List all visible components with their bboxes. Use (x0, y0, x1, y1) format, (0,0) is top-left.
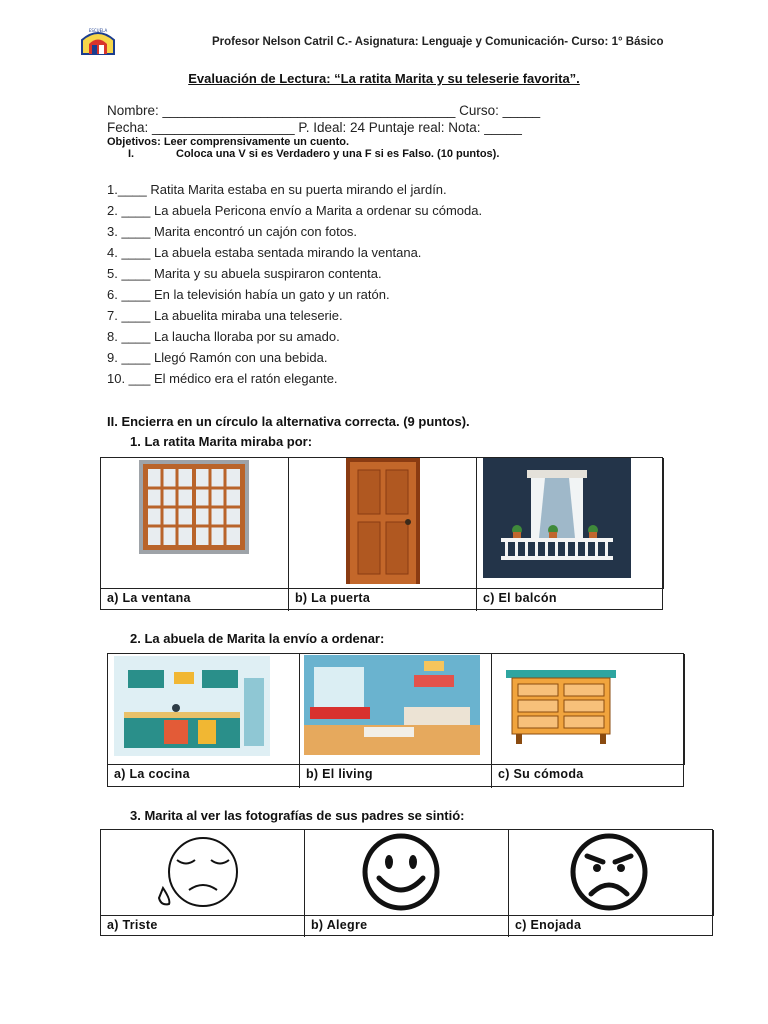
list-item: 2. ____ La abuela Pericona envío a Marita a ordenar su cómoda. (107, 203, 483, 218)
option-label: b) Alegre (305, 915, 509, 937)
list-item: 8. ____ La laucha lloraba por su amado. (107, 329, 340, 344)
date-score-line: Fecha: ___________________ P. Ideal: 24 Puntaje real: Nota: _____ (107, 120, 522, 135)
option-label: c) Su cómoda (492, 764, 685, 788)
question-1-prompt: 1. La ratita Marita miraba por: (130, 434, 313, 449)
list-item: 5. ____ Marita y su abuela suspiraron contenta. (107, 266, 382, 281)
door-image (346, 458, 420, 584)
sad-face-icon (153, 834, 249, 910)
school-logo (78, 26, 118, 56)
section1-number: I. (128, 148, 135, 160)
option-cell (101, 830, 305, 915)
option-label: c) Enojada (509, 915, 714, 937)
teacher-subject-line: Profesor Nelson Catril C.- Asignatura: Lenguaje y Comunicación- Curso: 1° Básico (212, 36, 664, 48)
option-label: b) El living (300, 764, 492, 788)
question-3-prompt: 3. Marita al ver las fotografías de sus padres se sintió: (130, 808, 465, 823)
list-item: 6. ____ En la televisión había un gato y un ratón. (107, 287, 390, 302)
option-cell (305, 830, 509, 915)
list-item: 9. ____ Llegó Ramón con una bebida. (107, 350, 328, 365)
option-cell (509, 830, 714, 915)
option-cell (108, 654, 300, 764)
angry-face-icon (569, 832, 649, 912)
option-label: c) El balcón (477, 588, 664, 611)
question-3-table (100, 829, 713, 936)
kitchen-image (114, 656, 270, 756)
option-cell (101, 458, 289, 588)
balcony-image (483, 458, 631, 578)
list-item: 10. ___ El médico era el ratón elegante. (107, 371, 338, 386)
living-room-image (304, 655, 480, 755)
option-cell (477, 458, 664, 588)
option-label: a) La ventana (101, 588, 289, 611)
window-image (139, 460, 249, 554)
option-label: a) La cocina (108, 764, 300, 788)
dresser-image (506, 666, 616, 746)
option-cell (492, 654, 685, 764)
section2-instruction: II. Encierra en un círculo la alternativa correcta. (9 puntos). (107, 414, 470, 429)
page-title: Evaluación de Lectura: “La ratita Marita y su teleserie favorita”. (188, 71, 580, 86)
name-course-line: Nombre: _______________________________________ Curso: _____ (107, 103, 541, 118)
section1-instruction: Coloca una V si es Verdadero y una F si es Falso. (10 puntos). (176, 148, 500, 160)
list-item: 4. ____ La abuela estaba sentada mirando la ventana. (107, 245, 422, 260)
list-item: 1.____ Ratita Marita estaba en su puerta mirando el jardín. (107, 182, 447, 197)
list-item: 3. ____ Marita encontró un cajón con fotos. (107, 224, 358, 239)
option-label: b) La puerta (289, 588, 477, 611)
question-2-prompt: 2. La abuela de Marita la envío a ordenar: (130, 631, 385, 646)
question-1-table (100, 457, 663, 610)
svg-text:ESCUELA: ESCUELA (88, 28, 108, 33)
objectives: Objetivos: Leer comprensivamente un cuento. (107, 136, 350, 148)
option-cell (289, 458, 477, 588)
option-cell (300, 654, 492, 764)
list-item: 7. ____ La abuelita miraba una teleserie. (107, 308, 343, 323)
question-2-table (107, 653, 684, 787)
happy-face-icon (361, 832, 441, 912)
option-label: a) Triste (101, 915, 305, 937)
